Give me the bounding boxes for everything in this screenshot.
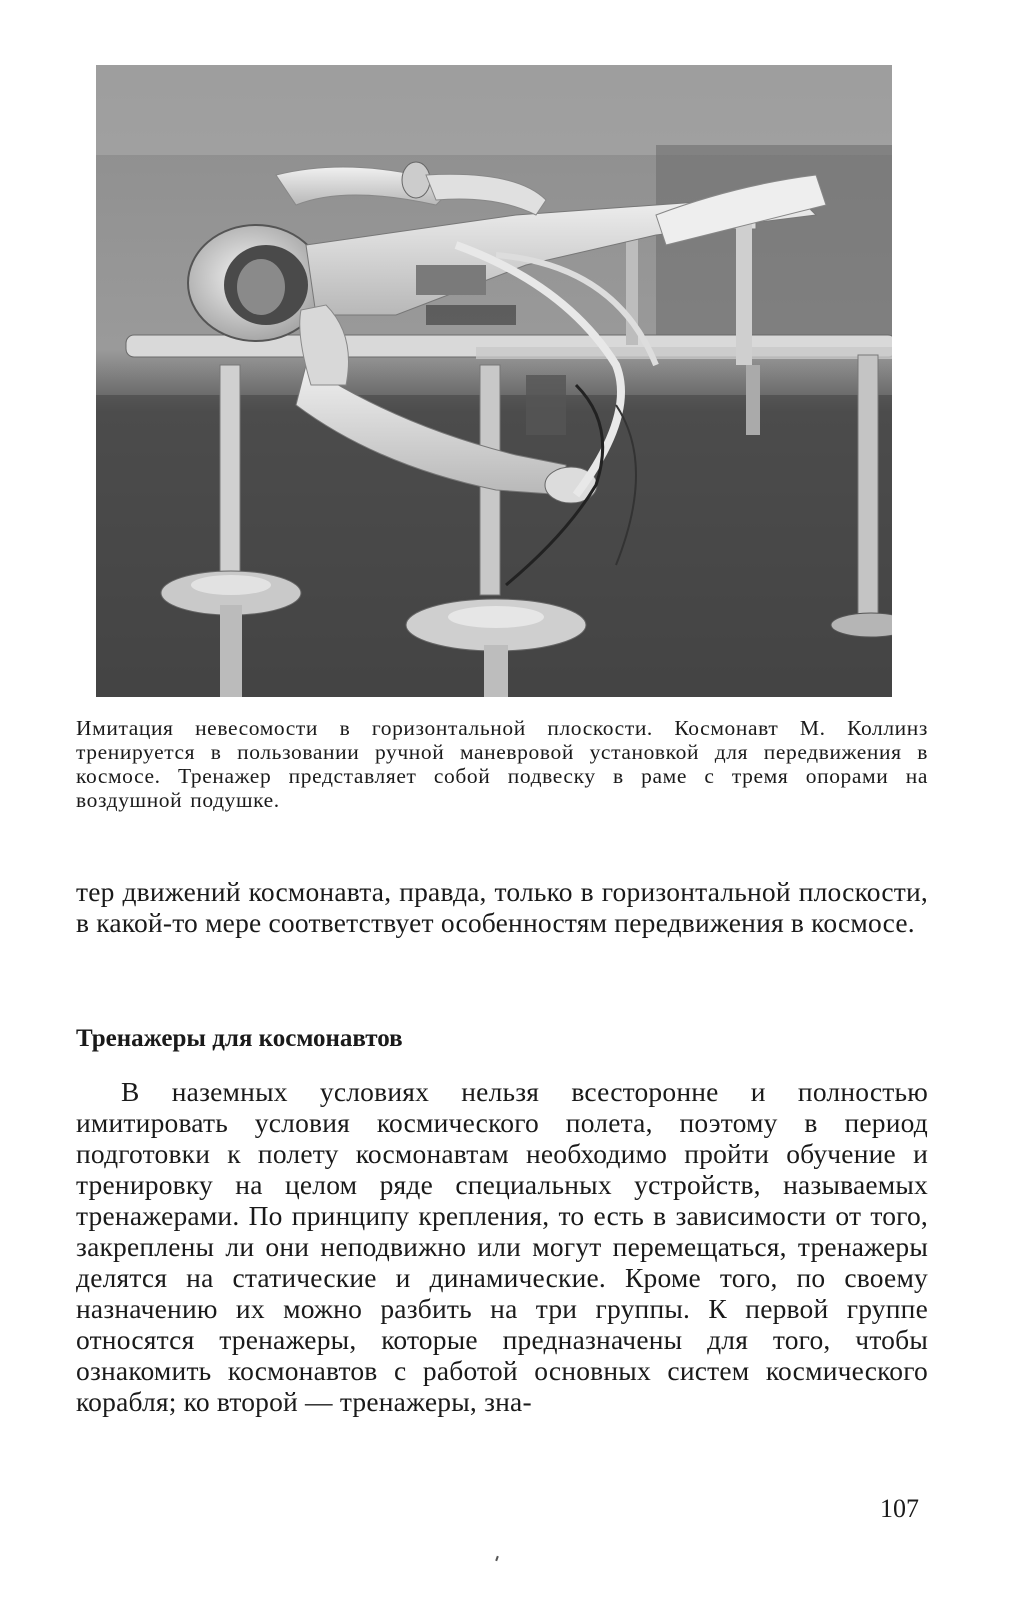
photo-illustration [96, 65, 892, 697]
page-number: 107 [880, 1494, 919, 1523]
section-heading: Тренажеры для космонавтов [76, 1025, 403, 1052]
continued-paragraph: тер движений космонавта, правда, только в горизонтальной плоскости, в какой-то мере соответствует особенностям передвижения в космосе. [76, 876, 928, 938]
print-speck [495, 1556, 499, 1561]
astronaut-training-photo [96, 65, 892, 697]
figure-caption: Имитация невесомости в горизонтальной плоскости. Космонавт М. Коллинз тренируется в пользовании ручной маневровой установкой для передвижения в космосе. Тренажер представляет собой подвеску в раме с тремя опорами на воздушной подушке. [76, 716, 928, 812]
section-paragraph: В наземных условиях нельзя всесторонне и полностью имитировать условия космического полета, поэтому в период подготовки к полету космонавтам необходимо пройти обучение и тренировку на целом ряде специальных устройств, называемых тренажерами. По принципу крепления, то есть в зависимости от того, закреплены ли они неподвижно или могут перемещаться, тренажеры делятся на статические и динамические. Кроме того, по своему назначению их можно разбить на три группы. К первой группе относятся тренажеры, которые предназначены для того, чтобы ознакомить космонавтов с работой основных систем космического корабля; ко второй — тренажеры, зна- [76, 1076, 928, 1417]
